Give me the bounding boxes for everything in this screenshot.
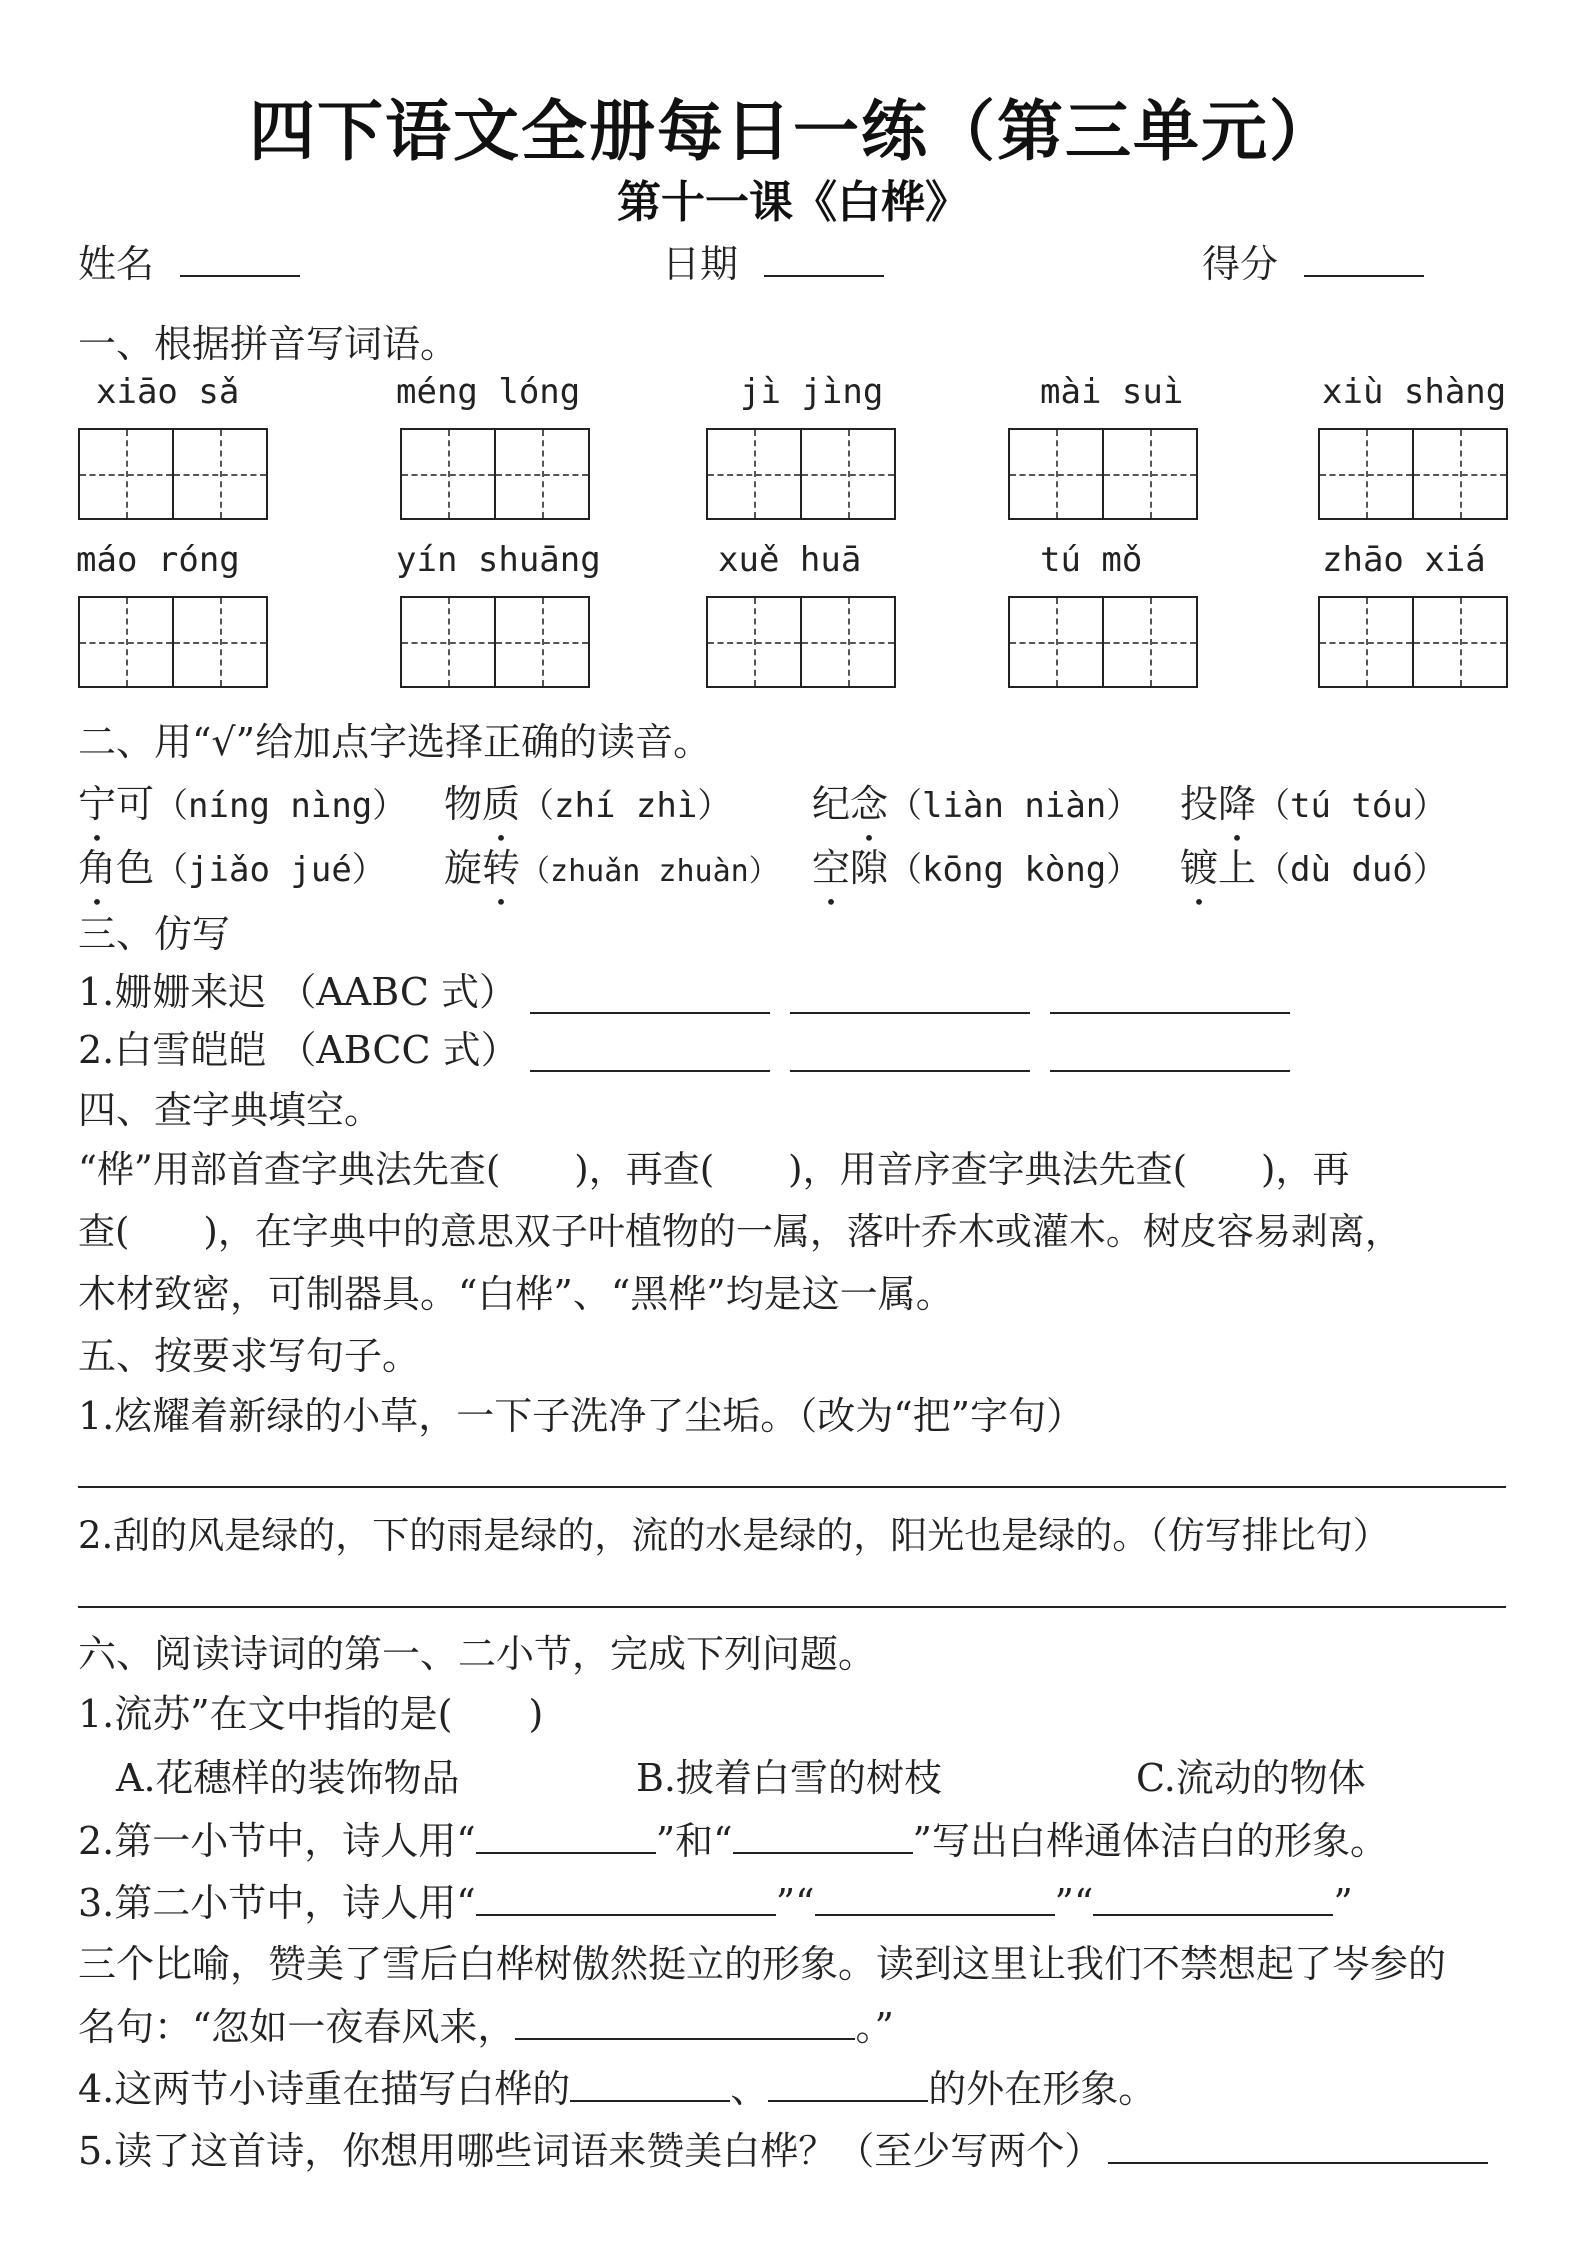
- q1-heading: 一、根据拼音写词语。: [78, 322, 459, 366]
- pinyin-label: xiù shàng: [1322, 372, 1507, 412]
- dotted-char: 镀: [1180, 846, 1219, 890]
- writing-grid[interactable]: [78, 596, 268, 688]
- q5-heading: 五、按要求写句子。: [78, 1334, 421, 1378]
- writing-grid[interactable]: [1318, 428, 1508, 520]
- pinyin-label: méng lóng: [396, 372, 581, 412]
- answer-blank[interactable]: [1050, 1070, 1290, 1072]
- dotted-char: 宁: [78, 782, 117, 826]
- answer-blank[interactable]: [1050, 1012, 1290, 1014]
- sentence-item-2: 2.刮的风是绿的，下的雨是绿的，流的水是绿的，阳光也是绿的。（仿写排比句）: [78, 1514, 1390, 1557]
- writing-grid[interactable]: [78, 428, 268, 520]
- lesson-subtitle: 第十一课《白桦》: [617, 177, 969, 228]
- answer-blank[interactable]: [515, 2004, 855, 2040]
- answer-blank[interactable]: [815, 1880, 1055, 1916]
- answer-blank[interactable]: [790, 1012, 1030, 1014]
- pinyin-label: tú mǒ: [1040, 540, 1143, 580]
- option-b[interactable]: B.披着白雪的树枝: [636, 1756, 943, 1800]
- imitation-item-1: 1.姗姗来迟 （AABC 式）: [78, 970, 518, 1014]
- reading-text-line: 名句：“忽如一夜春风来， 。”: [78, 2005, 894, 2049]
- reading-item-3: 3.第二小节中，诗人用“ ”“ ”“ ”: [78, 1881, 1353, 1925]
- reading-item-1: 1.流苏”在文中指的是( ): [78, 1692, 544, 1736]
- date-label: 日期: [662, 242, 739, 286]
- answer-blank[interactable]: [476, 1880, 776, 1916]
- dictionary-text-line: “桦”用部首查字典法先查( )，再查( )，用音序查字典法先查( )，再: [78, 1148, 1350, 1191]
- writing-grid[interactable]: [1318, 596, 1508, 688]
- dotted-char: 角: [78, 846, 117, 890]
- answer-blank[interactable]: [530, 1070, 770, 1072]
- pinyin-label: xiāo sǎ: [96, 372, 240, 412]
- reading-item-2: 2.第一小节中，诗人用“ ”和“ ”写出白桦通体洁白的形象。: [78, 1819, 1388, 1863]
- pinyin-label: máo róng: [76, 540, 240, 580]
- q6-heading: 六、阅读诗词的第一、二小节，完成下列问题。: [78, 1632, 877, 1676]
- name-blank[interactable]: [180, 245, 300, 277]
- pinyin-label: mài suì: [1040, 372, 1184, 412]
- answer-line[interactable]: [78, 1486, 1506, 1488]
- answer-blank[interactable]: [733, 1818, 913, 1854]
- name-label: 姓名: [78, 242, 155, 286]
- answer-blank[interactable]: [570, 2066, 730, 2102]
- answer-blank[interactable]: [790, 1070, 1030, 1072]
- answer-blank[interactable]: [530, 1012, 770, 1014]
- reading-item-4: 4.这两节小诗重在描写白桦的 、 的外在形象。: [78, 2067, 1157, 2111]
- dotted-char: 转: [482, 846, 521, 890]
- sentence-item-1: 1.炫耀着新绿的小草，一下子洗净了尘垢。（改为“把”字句）: [78, 1394, 1085, 1438]
- score-blank[interactable]: [1304, 245, 1424, 277]
- writing-grid[interactable]: [706, 428, 896, 520]
- writing-grid[interactable]: [1008, 428, 1198, 520]
- pronunciation-item[interactable]: 物质（zhí zhì）: [444, 782, 732, 826]
- answer-blank[interactable]: [1108, 2128, 1488, 2164]
- pronunciation-item[interactable]: 投降（tú tóu）: [1180, 782, 1447, 826]
- writing-grid[interactable]: [400, 596, 590, 688]
- answer-blank[interactable]: [476, 1818, 656, 1854]
- page-title: 四下语文全册每日一练（第三单元）: [249, 92, 1337, 170]
- pronunciation-item[interactable]: 空隙（kōng kòng）: [812, 846, 1141, 890]
- pinyin-label: yín shuāng: [396, 540, 601, 580]
- name-field[interactable]: [78, 242, 300, 288]
- dotted-char: 念: [850, 782, 889, 826]
- dotted-char: 空: [812, 846, 851, 890]
- answer-line[interactable]: [78, 1606, 1506, 1608]
- pinyin-label: xuě huā: [718, 540, 862, 580]
- score-label: 得分: [1202, 242, 1279, 286]
- writing-grid[interactable]: [400, 428, 590, 520]
- dictionary-text-line: 查( )，在字典中的意思双子叶植物的一属，落叶乔木或灌木。树皮容易剥离，: [78, 1210, 1402, 1253]
- writing-grid[interactable]: [706, 596, 896, 688]
- answer-blank[interactable]: [1093, 1880, 1333, 1916]
- pinyin-label: zhāo xiá: [1322, 540, 1486, 580]
- pronunciation-item[interactable]: 纪念（liàn niàn）: [812, 782, 1141, 826]
- q2-heading: 二、用“√”给加点字选择正确的读音。: [78, 720, 712, 764]
- imitation-item-2: 2.白雪皑皑 （ABCC 式）: [78, 1028, 519, 1072]
- date-field[interactable]: [662, 242, 884, 288]
- date-blank[interactable]: [764, 245, 884, 277]
- option-c[interactable]: C.流动的物体: [1136, 1756, 1366, 1800]
- q4-heading: 四、查字典填空。: [78, 1088, 383, 1132]
- dotted-char: 降: [1218, 782, 1257, 826]
- writing-grid[interactable]: [1008, 596, 1198, 688]
- q3-heading: 三、仿写: [78, 912, 231, 956]
- score-field[interactable]: [1202, 242, 1424, 288]
- pronunciation-item[interactable]: 角色（jiǎo jué）: [78, 846, 386, 890]
- pronunciation-item[interactable]: 旋转（zhuǎn zhuàn）: [444, 846, 779, 890]
- reading-item-5: 5.读了这首诗，你想用哪些词语来赞美白桦？（至少写两个）: [78, 2128, 1488, 2175]
- dictionary-text-line: 木材致密，可制器具。“白桦”、“黑桦”均是这一属。: [78, 1272, 954, 1316]
- option-a[interactable]: A.花穗样的装饰物品: [116, 1756, 460, 1800]
- answer-blank[interactable]: [768, 2066, 928, 2102]
- pinyin-label: jì jìng: [740, 372, 884, 412]
- pronunciation-item[interactable]: 宁可（níng nìng）: [78, 782, 407, 826]
- dotted-char: 质: [482, 782, 521, 826]
- pronunciation-item[interactable]: 镀上（dù duó）: [1180, 846, 1447, 890]
- reading-text-line: 三个比喻，赞美了雪后白桦树傲然挺立的形象。读到这里让我们不禁想起了岑参的: [78, 1942, 1447, 1986]
